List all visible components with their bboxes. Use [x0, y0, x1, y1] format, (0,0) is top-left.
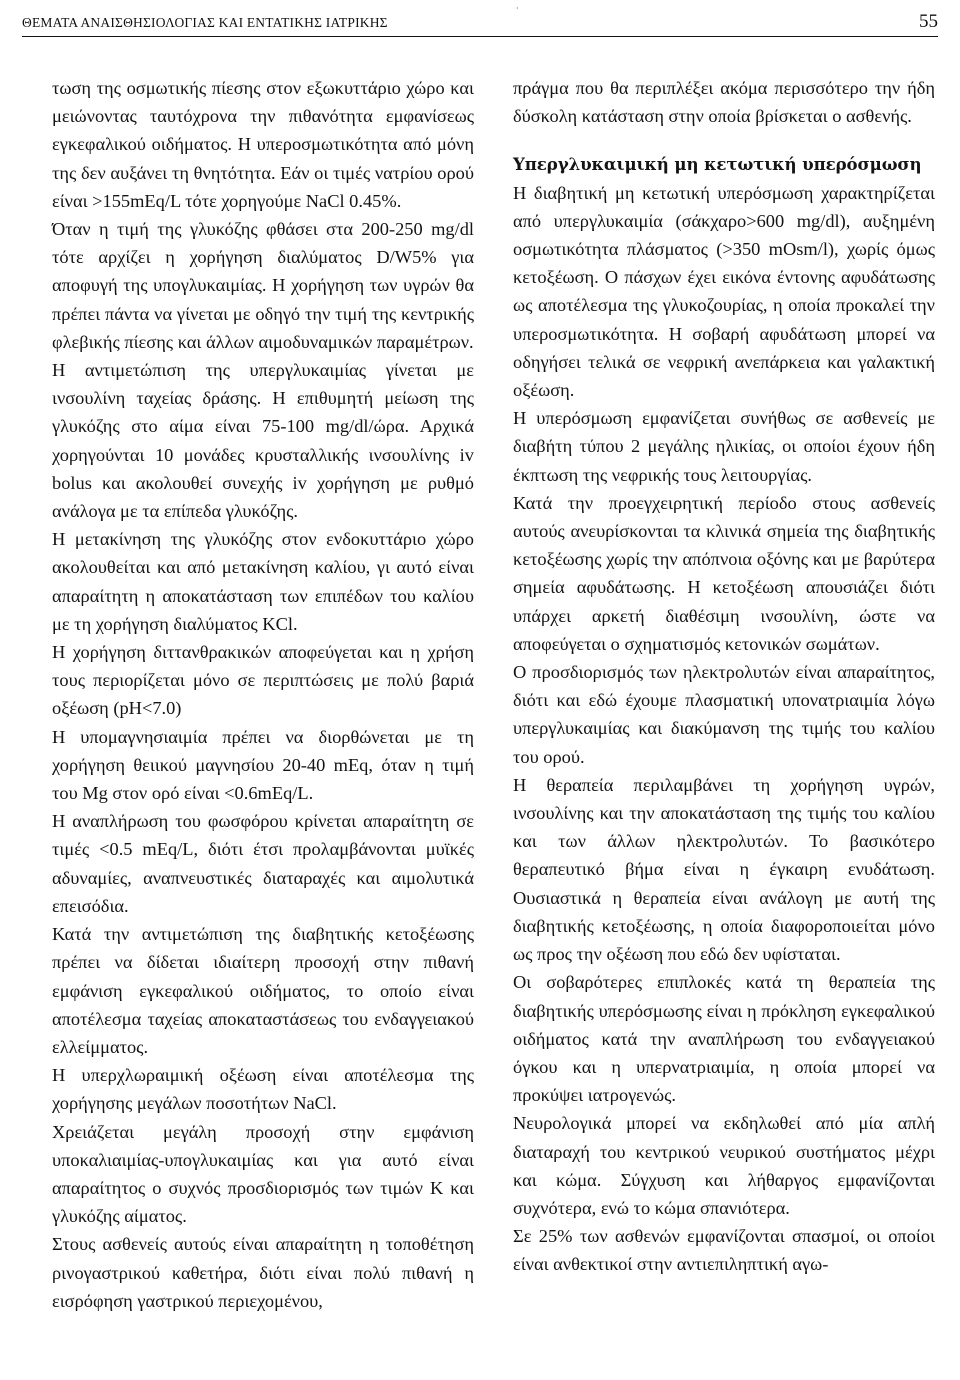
scan-mark: ·	[516, 4, 519, 13]
paragraph: τωση της οσμωτικής πίεσης στον εξωκυττάριο χώρο και μειώνοντας ταυτόχρονα την πιθανότητα εμφανίσεως εγκεφαλικού οιδήματος. Η υπεροσμωτικότητα από μόνη της δεν αυξάνει τη θνητότητα. Εάν οι τιμές νατρίου ορού είναι >155mEq/L τότε χορηγούμε NaCl 0.45%.	[52, 78, 474, 211]
paragraph: Κατά την αντιμετώπιση της διαβητικής κετοξέωσης πρέπει να δίδεται ιδιαίτερη προσοχή στην πιθανή εμφάνιση εγκεφαλικού οιδήματος, το οποίο είναι αποτέλεσμα ταχείας αποκαταστάσεως του ενδαγγειακού ελλείμματος.	[52, 924, 474, 1057]
header-title: ΘΕΜΑΤΑ ΑΝΑΙΣΘΗΣΙΟΛΟΓΙΑΣ ΚΑΙ ΕΝΤΑΤΙΚΗΣ ΙΑΤΡΙΚΗΣ	[22, 15, 388, 30]
paragraph: Η διαβητική μη κετωτική υπερόσμωση χαρακτηρίζεται από υπεργλυκαιμία (σάκχαρο>600 mg/dl), αυξημένη οσμωτικότητα πλάσματος (>350 mOsm/l), χωρίς όμως κετοξέωση. Ο πάσχων έχει εικόνα έντονης αφυδάτωσης ως αποτέλεσμα της γλυκοζουρίας, η οποία προκαλεί την υπεροσμωτικότητα. Η σοβαρή αφυδάτωση μπορεί να οδηγήσει τελικά σε νεφρική ανεπάρκεια και γαλακτική οξέωση.	[513, 182, 935, 401]
paragraph: Η αντιμετώπιση της υπεργλυκαιμίας γίνεται με ινσουλίνη ταχείας δράσης. Η επιθυμητή μείωση της γλυκόζης στο αίμα είναι 75-100 mg/dl/ώρα. Αρχικά χορηγούνται 10 μονάδες κρυσταλλικής ινσουλίνης iv bolus και ακολουθεί συνεχής iv χορήγηση με ρυθμό ανάλογα με τα επίπεδα γλυκόζης.	[52, 360, 474, 522]
paragraph: Ο προσδιορισμός των ηλεκτρολυτών είναι απαραίτητος, διότι και εδώ έχουμε πλασματική υπονατριαιμία λόγω υπεργλυκαιμίας και διακύμανση της τιμής του καλίου του ορού.	[513, 662, 935, 767]
right-column	[513, 74, 935, 1279]
paragraph: Η αναπλήρωση του φωσφόρου κρίνεται απαραίτητη σε τιμές <0.5 mEq/L, διότι έτσι προλαμβάνονται μυϊκές αδυναμίες, αναπνευστικές διαταραχές και αιμολυτικά επεισόδια.	[52, 811, 474, 916]
paragraph: Η υπερχλωραιμική οξέωση είναι αποτέλεσμα της χορήγησης μεγάλων ποσοτήτων NaCl.	[52, 1065, 474, 1114]
section-heading: Υπεργλυκαιμική μη κετωτική υπερόσμωση	[513, 154, 922, 175]
paragraph: Όταν η τιμή της γλυκόζης φθάσει στα 200-250 mg/dl τότε αρχίζει η χορήγηση διαλύματος D/W5% για αποφυγή της υπογλυκαιμίας. Η χορήγηση των υγρών θα πρέπει πάντα να γίνεται με οδηγό την τιμή της κεντρικής φλεβικής πίεσης και άλλων αιμοδυναμικών παραμέτρων.	[52, 219, 474, 352]
paragraph: Νευρολογικά μπορεί να εκδηλωθεί από μία απλή διαταραχή του κεντρικού νευρικού συστήματος μέχρι και κώμα. Σύγχυση και λήθαργος εμφανίζονται συχνότερα, ενώ το κώμα σπανιότερα.	[513, 1113, 935, 1218]
paragraph: Η υπερόσμωση εμφανίζεται συνήθως σε ασθενείς με διαβήτη τύπου 2 μεγάλης ηλικίας, οι οποίοι έχουν ήδη έκπτωση της νεφρικής τους λειτουργίας.	[513, 408, 935, 485]
page-number: 55	[919, 11, 938, 32]
paragraph: Κατά την προεγχειρητική περίοδο στους ασθενείς αυτούς ανευρίσκονται τα κλινικά σημεία της διαβητικής κετοξέωσης χωρίς την απόπνοια οξόνης και με βαρύτερα σημεία αφυδάτωσης. Η κετοξέωση απουσιάζει διότι υπάρχει αρκετή διαθέσιμη ινσουλίνη, ώστε να αποφεύγεται ο σχηματισμός κετονικών σωμάτων.	[513, 492, 935, 654]
paragraph: Η μετακίνηση της γλυκόζης στον ενδοκυττάριο χώρο ακολουθείται και από μετακίνηση καλίου, γι αυτό είναι απαραίτητη η αποκατάσταση των επιπέδων του καλίου με τη χορήγηση διαλύματος KCl.	[52, 529, 474, 634]
paragraph: Σε 25% των ασθενών εμφανίζονται σπασμοί, οι οποίοι είναι ανθεκτικοί στην αντιεπιληπτική αγω-	[513, 1226, 935, 1275]
paragraph-continued: πράγμα που θα περιπλέξει ακόμα περισσότερο την ήδη δύσκολη κατάσταση στην οποία βρίσκεται ο ασθενής.	[513, 78, 935, 127]
paragraph: Οι σοβαρότερες επιπλοκές κατά τη θεραπεία της διαβητικής υπερόσμωσης είναι η πρόκληση εγκεφαλικού οιδήματος κατά την αναπλήρωση του ενδαγγειακού όγκου και η υπερνατριαιμία, η οποία μπορεί να προκύψει ιατρογενώς.	[513, 972, 935, 1106]
paragraph: Στους ασθενείς αυτούς είναι απαραίτητη η τοποθέτηση ρινογαστρικού καθετήρα, διότι είναι πολύ πιθανή η εισρόφηση γαστρικού περιεχομένου,	[52, 1234, 474, 1311]
running-header	[22, 6, 938, 37]
paragraph: Η θεραπεία περιλαμβάνει τη χορήγηση υγρών, ινσουλίνης και την αποκατάσταση της τιμής του καλίου και των άλλων ηλεκτρολυτών. Το βασικότερο θεραπευτικό βήμα είναι η έγκαιρη ενυδάτωση. Ουσιαστικά η θεραπεία είναι ανάλογη με αυτή της διαβητικής κετοξέωσης, η οποία διαφοροποιείται μόνο ως προς την οξέωση που εδώ δεν υφίσταται.	[513, 774, 935, 965]
paragraph: Χρειάζεται μεγάλη προσοχή στην εμφάνιση υποκαλιαιμίας-υπογλυκαιμίας και για αυτό είναι απαραίτητος ο συχνός προσδιορισμός των τιμών K και γλυκόζης αίματος.	[52, 1121, 474, 1227]
paragraph: Η υπομαγνησιαιμία πρέπει να διορθώνεται με τη χορήγηση θειικού μαγνησίου 20-40 mEq, όταν η τιμή του Mg στον ορό είναι <0.6mEq/L.	[52, 726, 474, 804]
left-column	[52, 74, 474, 1315]
paragraph: Η χορήγηση διττανθρακικών αποφεύγεται και η χρήση τους περιορίζεται μόνο σε περιπτώσεις με πολύ βαριά οξέωση (pH<7.0)	[52, 642, 474, 719]
